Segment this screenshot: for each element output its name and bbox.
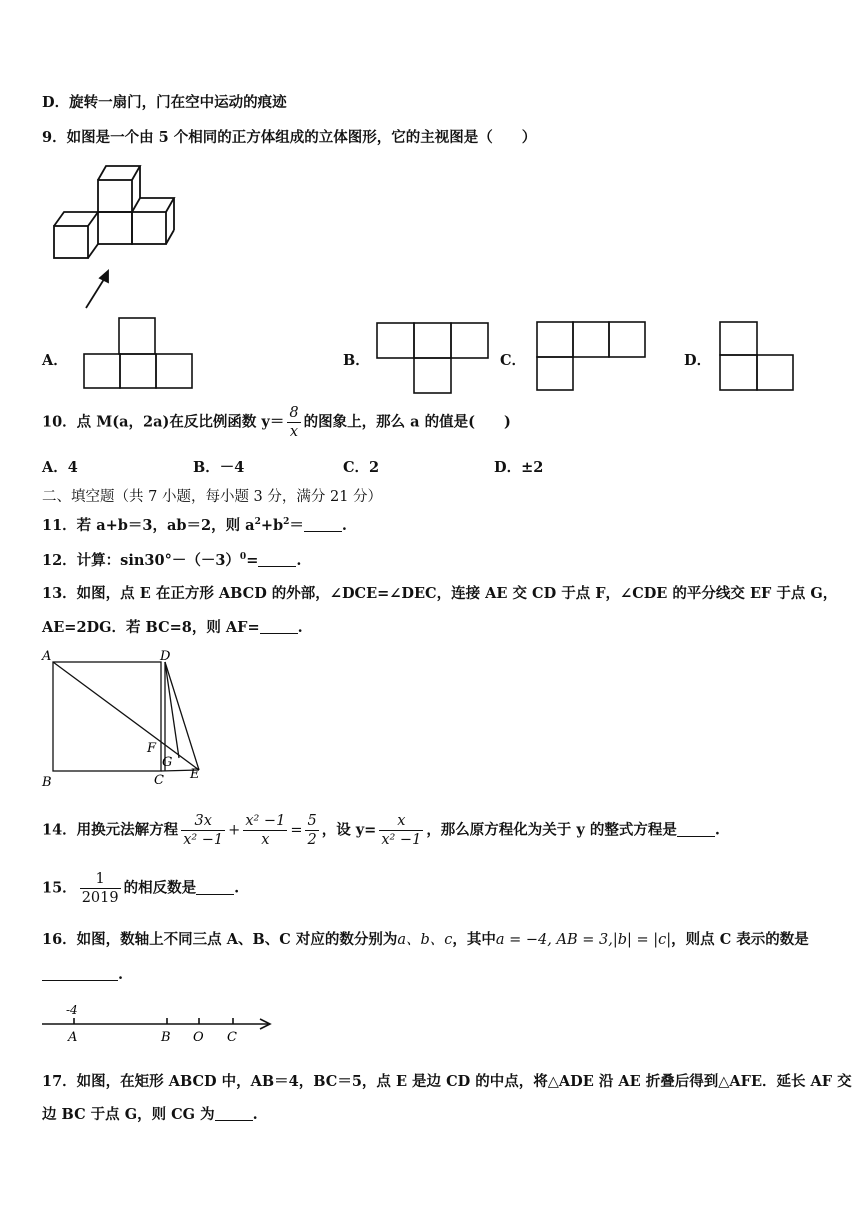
q14-answer-blank[interactable] [677,822,715,837]
q9-option-b-figure [375,321,491,395]
q13-label-a: A [42,649,52,664]
q8-option-d: D．旋转一扇门，门在空中运动的痕迹 [42,94,287,111]
q16-condition: a = −4, AB = 3,|b| = |c| [495,932,672,948]
q16-tick-minus4: -4 [66,1003,78,1017]
q9-solid-figure [48,158,178,313]
q13-line2: AE=2DG．若 BC=8，则 AF= . [42,619,303,636]
q11-post: ＝ [289,517,304,534]
q15-post: 的相反数是 [123,879,197,897]
q13-label-g: G [162,755,173,770]
q10-option-d: D．±2 [494,459,544,476]
q17-answer-blank[interactable] [215,1106,253,1121]
q14-pre: 14．用换元法解方程 [42,821,179,839]
q12-post: = [246,552,259,569]
q14-f1-den: x² −1 [183,832,224,848]
q14-f2-num: x² −1 [245,813,286,829]
q15-answer-blank[interactable] [196,880,234,895]
q14-plus: + [228,822,241,839]
q11-answer-blank[interactable] [304,517,342,532]
q16-abc: a、b、c [397,932,453,948]
q16-pre: 16．如图，数轴上不同三点 A、B、C 对应的数分别为 [42,931,398,948]
q13-line1: 13．如图，点 E 在正方形 ABCD 的外部，∠DCE=∠DEC，连接 AE 交 CD 于点 F，∠CDE 的平分线交 EF 于点 G， [42,585,838,602]
q16-point-o: O [193,1030,204,1045]
q16-answer-blank[interactable] [42,966,118,981]
q15-fraction [80,870,121,907]
q9-option-d-figure [718,320,796,392]
q13-label-f: F [147,741,157,756]
q15-frac-num: 1 [80,870,121,889]
q14-f3-den: 2 [307,832,317,848]
q16-point-c: C [227,1030,237,1045]
q14-fraction-1 [181,812,225,849]
q16-number-line [42,1000,278,1046]
q9-option-a-figure [82,316,196,390]
q11: 11．若 a+b＝3，ab＝2，则 $a^2+b^2=$ . [42,517,347,534]
q10-fraction [287,404,300,441]
q9-option-c-figure [535,320,647,392]
q9-option-c: C． [500,352,527,369]
q10-option-a: A．4 [42,459,78,476]
q16-post: ，则点 C 表示的数是 [671,931,809,948]
q11-sup1: 2 [254,517,261,528]
q13-square-figure [40,646,210,792]
q14-f1-num: 3x [181,812,225,831]
q13-label-c: C [154,773,164,788]
q13-label-b: B [42,775,52,790]
q10-frac-num: 8 [289,405,299,421]
q10-frac-den: x [289,424,299,440]
q14-f3-num: 5 [307,813,317,829]
q13-line2-text: AE=2DG．若 BC=8，则 AF= [42,619,260,636]
q9-option-a: A． [42,352,68,369]
q9-stem: 9．如图是一个由 5 个相同的正方体组成的立体图形，它的主视图是（ ） [42,129,537,146]
q17-line2-text: 边 BC 于点 G，则 CG 为 [42,1106,215,1123]
q14-fraction-2 [243,812,287,849]
q12-answer-blank[interactable] [258,552,296,567]
q16-line1 [42,928,809,949]
q15-frac-den: 2019 [81,890,119,906]
q17-line1: 17．如图，在矩形 ABCD 中，AB＝4，BC＝5，点 E 是边 CD 的中点，将△ADE 沿 AE 折叠后得到△AFE．延长 AF 交 [42,1073,852,1090]
q15-pre: 15． [42,879,77,897]
q12-pre: 12．计算：sin30°－（－3） [42,552,240,569]
q10-stem-pre: 10．点 M(a，2a)在反比例函数 y＝ [42,413,285,431]
q14-f4-num: x [379,812,423,831]
q12: 12．计算：$\sin 30^\circ-(-3)^0=$ . [42,552,302,569]
q9-option-d: D． [684,352,712,369]
q14-f4-den: x² −1 [381,832,422,848]
q10-stem-post: 的图象上，那么 a 的值是( ) [303,413,511,431]
q11-pre: 11．若 a+b＝3，ab＝2，则 a [42,517,255,534]
q14-f2-den: x [261,832,270,848]
q13-answer-blank[interactable] [260,619,298,634]
q14-post: ，那么原方程化为关于 y 的整式方程是 [426,821,677,839]
q14-eq: = [290,822,303,839]
q16-point-a: A [68,1030,78,1045]
q14: 14．用换元法解方程 $\frac{3x}{\text{x² −1}}$ + $\frac{\text{x² −1}}{x}$ = $\frac{5}{2}$ ，设 y= $\frac{x}{\text{x² −1}}$ ，那么原方程化为关于 y 的整式方程是 . [42,813,720,848]
q14-fraction-3 [305,812,318,849]
q16-mid: ，其中 [452,931,496,948]
q14-mid: ，设 y= [321,821,377,839]
q11-mid: +b [260,517,284,534]
q10-option-b: B．－4 [193,459,245,476]
q10-option-c: C．2 [343,459,380,476]
q13-label-e: E [190,767,200,782]
section-2-heading: 二、填空题（共 7 小题，每小题 3 分，满分 21 分） [42,489,383,505]
q16-line2: . [42,966,123,983]
q10-stem [42,404,511,441]
q15: 15． $\frac{1}{2019}$ 的相反数是 . [42,871,240,906]
q14-fraction-4 [379,812,423,849]
q17-line2: 边 BC 于点 G，则 CG 为 . [42,1106,258,1123]
q13-label-d: D [160,649,171,664]
q9-option-b: B． [343,352,370,369]
q16-point-b: B [161,1030,171,1045]
q11-sup2: 2 [283,517,290,528]
q12-sup: 0 [239,552,247,563]
